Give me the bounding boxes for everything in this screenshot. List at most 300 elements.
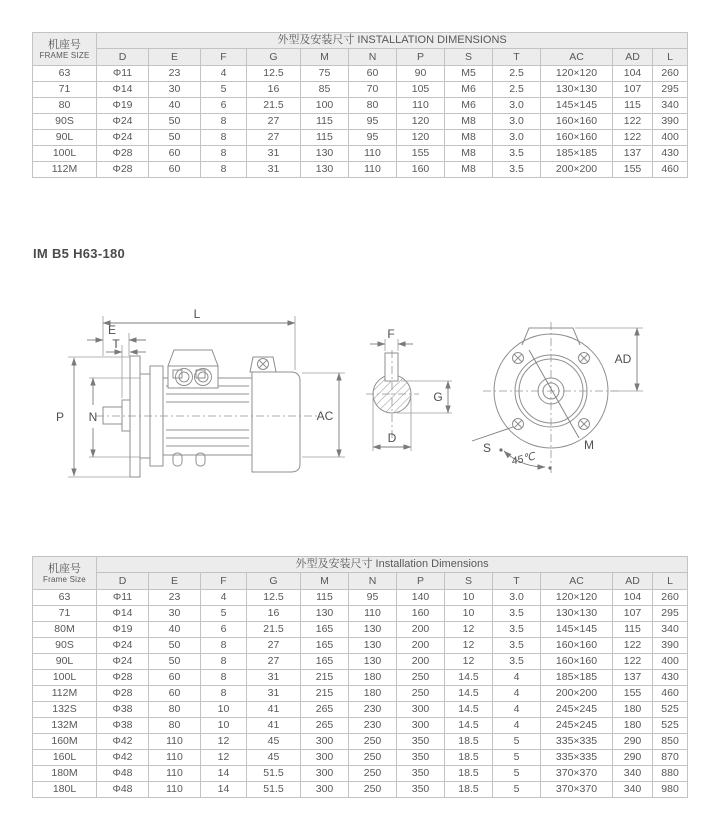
dim-value-cell: 180: [613, 702, 653, 718]
dim-value-cell: Φ38: [97, 718, 149, 734]
dim-label-f: F: [387, 327, 395, 341]
dim-value-cell: 18.5: [445, 750, 493, 766]
dim-value-cell: 120×120: [541, 590, 613, 606]
dim-value-cell: 30: [149, 606, 201, 622]
dim-value-cell: 350: [397, 766, 445, 782]
column-header: S: [445, 49, 493, 66]
dim-value-cell: 130: [301, 146, 349, 162]
dim-value-cell: 70: [349, 82, 397, 98]
cooling-fins: [166, 386, 249, 446]
dim-value-cell: 115: [301, 114, 349, 130]
dim-value-cell: 107: [613, 82, 653, 98]
dim-value-cell: 110: [149, 734, 201, 750]
dim-value-cell: 10: [445, 606, 493, 622]
dim-value-cell: 215: [301, 686, 349, 702]
column-header: L: [653, 49, 688, 66]
dim-value-cell: 3.5: [493, 654, 541, 670]
flange-bolt-holes: [513, 353, 590, 430]
dim-value-cell: M8: [445, 146, 493, 162]
dim-value-cell: Φ11: [97, 590, 149, 606]
dim-value-cell: 80: [149, 702, 201, 718]
dim-value-cell: 50: [149, 638, 201, 654]
dim-value-cell: 5: [493, 734, 541, 750]
dim-value-cell: 41: [247, 702, 301, 718]
dim-value-cell: 10: [201, 702, 247, 718]
dim-value-cell: Φ14: [97, 606, 149, 622]
dim-value-cell: Φ19: [97, 98, 149, 114]
dim-value-cell: 3.0: [493, 130, 541, 146]
dim-value-cell: 21.5: [247, 98, 301, 114]
dim-value-cell: 10: [201, 718, 247, 734]
dim-value-cell: 14.5: [445, 718, 493, 734]
dim-value-cell: 45: [247, 734, 301, 750]
dim-value-cell: 200: [397, 654, 445, 670]
dim-value-cell: 525: [653, 702, 688, 718]
dim-value-cell: 137: [613, 670, 653, 686]
dim-value-cell: 185×185: [541, 146, 613, 162]
dim-value-cell: M6: [445, 98, 493, 114]
dim-value-cell: 430: [653, 670, 688, 686]
dim-value-cell: 95: [349, 114, 397, 130]
dim-value-cell: 100: [301, 98, 349, 114]
table-row: [33, 654, 688, 670]
dim-value-cell: 350: [397, 734, 445, 750]
table-row: [33, 66, 688, 82]
dim-value-cell: 3.5: [493, 162, 541, 178]
column-header: AC: [541, 49, 613, 66]
dim-value-cell: 265: [301, 718, 349, 734]
dim-value-cell: 60: [349, 66, 397, 82]
column-header: M: [301, 49, 349, 66]
frame-size-cell: 80: [33, 98, 97, 114]
dim-value-cell: 245×245: [541, 718, 613, 734]
dim-label-d: D: [387, 431, 397, 445]
column-header: E: [149, 49, 201, 66]
dim-value-cell: 41: [247, 718, 301, 734]
dim-value-cell: 200×200: [541, 162, 613, 178]
frame-size-label-zh: 机座号: [48, 562, 81, 575]
dim-value-cell: 31: [247, 670, 301, 686]
dim-value-cell: 23: [149, 66, 201, 82]
dim-value-cell: 115: [301, 590, 349, 606]
dim-value-cell: 90: [397, 66, 445, 82]
dim-value-cell: 130: [301, 606, 349, 622]
table-row: [33, 146, 688, 162]
dim-value-cell: 6: [201, 622, 247, 638]
dim-value-cell: 200: [397, 622, 445, 638]
table-row: [33, 702, 688, 718]
dim-value-cell: 2.5: [493, 82, 541, 98]
dim-value-cell: 115: [613, 98, 653, 114]
dim-value-cell: 8: [201, 146, 247, 162]
dim-value-cell: 155: [613, 162, 653, 178]
dim-value-cell: 5: [201, 82, 247, 98]
dim-value-cell: 122: [613, 130, 653, 146]
dim-label-p: P: [55, 410, 65, 424]
dim-value-cell: 180: [349, 670, 397, 686]
dim-value-cell: Φ24: [97, 114, 149, 130]
dim-value-cell: 60: [149, 670, 201, 686]
dim-value-cell: 4: [201, 590, 247, 606]
dim-value-cell: 104: [613, 66, 653, 82]
table-row: [33, 782, 688, 798]
dim-value-cell: 215: [301, 670, 349, 686]
dim-value-cell: 3.0: [493, 98, 541, 114]
frame-size-cell: 160L: [33, 750, 97, 766]
dim-value-cell: 95: [349, 130, 397, 146]
dim-value-cell: 180: [349, 686, 397, 702]
dim-value-cell: 3.5: [493, 622, 541, 638]
table-row: [33, 162, 688, 178]
dim-value-cell: 8: [201, 670, 247, 686]
dim-value-cell: 12: [201, 734, 247, 750]
dim-value-cell: 130×130: [541, 82, 613, 98]
dim-value-cell: 85: [301, 82, 349, 98]
dim-value-cell: 5: [493, 750, 541, 766]
column-header: D: [97, 573, 149, 590]
dim-value-cell: 180: [613, 718, 653, 734]
dim-value-cell: 3.0: [493, 590, 541, 606]
dim-value-cell: 290: [613, 734, 653, 750]
dim-value-cell: 160×160: [541, 654, 613, 670]
dim-label-g: G: [433, 390, 443, 404]
dim-value-cell: 95: [349, 590, 397, 606]
dim-value-cell: Φ28: [97, 686, 149, 702]
frame-size-cell: 90S: [33, 638, 97, 654]
dim-value-cell: Φ48: [97, 782, 149, 798]
installation-dimensions-table-top: [32, 32, 688, 178]
dim-value-cell: Φ48: [97, 766, 149, 782]
dim-value-cell: 165: [301, 654, 349, 670]
dim-value-cell: 14: [201, 766, 247, 782]
dim-value-cell: 27: [247, 130, 301, 146]
dim-value-cell: 12: [445, 638, 493, 654]
dim-value-cell: 30: [149, 82, 201, 98]
dim-value-cell: 110: [149, 750, 201, 766]
frame-size-cell: 100L: [33, 670, 97, 686]
dim-value-cell: 120×120: [541, 66, 613, 82]
dim-value-cell: 27: [247, 114, 301, 130]
column-header: G: [247, 573, 301, 590]
dim-value-cell: 5: [493, 766, 541, 782]
column-header: P: [397, 49, 445, 66]
table-row: [33, 686, 688, 702]
dim-value-cell: 850: [653, 734, 688, 750]
table-row: [33, 718, 688, 734]
frame-size-cell: 90L: [33, 654, 97, 670]
dim-value-cell: M8: [445, 130, 493, 146]
dim-value-cell: 155: [397, 146, 445, 162]
dim-value-cell: 120: [397, 130, 445, 146]
dim-value-cell: 8: [201, 686, 247, 702]
dim-label-l: L: [193, 307, 201, 321]
dim-value-cell: 60: [149, 146, 201, 162]
dim-value-cell: 10: [445, 590, 493, 606]
frame-size-cell: 71: [33, 606, 97, 622]
dim-value-cell: 300: [397, 702, 445, 718]
dim-value-cell: 300: [301, 766, 349, 782]
dim-value-cell: 3.5: [493, 146, 541, 162]
dim-value-cell: 12: [201, 750, 247, 766]
frame-size-cell: 80M: [33, 622, 97, 638]
dim-value-cell: 130: [349, 638, 397, 654]
dim-value-cell: 185×185: [541, 670, 613, 686]
dim-value-cell: 880: [653, 766, 688, 782]
dim-value-cell: 31: [247, 162, 301, 178]
table-row: [33, 82, 688, 98]
dim-value-cell: 14.5: [445, 702, 493, 718]
frame-size-cell: 100L: [33, 146, 97, 162]
dim-value-cell: 250: [397, 686, 445, 702]
dim-value-cell: 165: [301, 638, 349, 654]
dim-value-cell: 350: [397, 750, 445, 766]
frame-size-label-en: Frame Size: [43, 574, 86, 584]
dim-label-s: S: [482, 441, 492, 455]
dim-label-e: E: [107, 323, 117, 337]
dim-value-cell: 104: [613, 590, 653, 606]
dim-value-cell: 335×335: [541, 750, 613, 766]
dim-value-cell: M5: [445, 66, 493, 82]
dim-value-cell: 230: [349, 702, 397, 718]
table-row: [33, 622, 688, 638]
dim-value-cell: 122: [613, 114, 653, 130]
dim-value-cell: 400: [653, 130, 688, 146]
dim-value-cell: 265: [301, 702, 349, 718]
dim-value-cell: 18.5: [445, 734, 493, 750]
dim-value-cell: 75: [301, 66, 349, 82]
dim-value-cell: 3.5: [493, 638, 541, 654]
table-row: [33, 98, 688, 114]
eyebolt: [250, 357, 276, 372]
frame-size-cell: 63: [33, 590, 97, 606]
dim-value-cell: 18.5: [445, 766, 493, 782]
dim-label-t: T: [112, 337, 120, 351]
dim-value-cell: 335×335: [541, 734, 613, 750]
dim-value-cell: 110: [349, 146, 397, 162]
dim-value-cell: 250: [349, 782, 397, 798]
dim-value-cell: 12: [445, 622, 493, 638]
dim-value-cell: 260: [653, 590, 688, 606]
dim-value-cell: 110: [349, 162, 397, 178]
column-header: AC: [541, 573, 613, 590]
dim-value-cell: 130: [301, 162, 349, 178]
dim-value-cell: 295: [653, 606, 688, 622]
dim-value-cell: 430: [653, 146, 688, 162]
table-body: [33, 590, 688, 798]
frame-size-cell: 112M: [33, 686, 97, 702]
table-row: [33, 734, 688, 750]
dim-value-cell: 14: [201, 782, 247, 798]
dim-value-cell: 8: [201, 114, 247, 130]
dim-value-cell: 27: [247, 638, 301, 654]
dim-value-cell: 160×160: [541, 638, 613, 654]
dim-value-cell: 115: [613, 622, 653, 638]
frame-size-label-en: FRAME SIZE: [39, 50, 90, 60]
dim-value-cell: 80: [349, 98, 397, 114]
column-header-row: [33, 49, 688, 66]
dim-value-cell: 300: [397, 718, 445, 734]
dim-value-cell: 31: [247, 146, 301, 162]
dim-value-cell: 260: [653, 66, 688, 82]
dim-value-cell: 51.5: [247, 766, 301, 782]
dim-label-m: M: [584, 438, 594, 452]
dim-value-cell: Φ38: [97, 702, 149, 718]
dim-value-cell: 160×160: [541, 130, 613, 146]
dim-value-cell: 6: [201, 98, 247, 114]
installation-dimensions-table-bottom: [32, 556, 688, 798]
dim-value-cell: 140: [397, 590, 445, 606]
dim-value-cell: 295: [653, 82, 688, 98]
dim-value-cell: 250: [397, 670, 445, 686]
frame-size-cell: 90L: [33, 130, 97, 146]
dim-value-cell: 60: [149, 162, 201, 178]
dim-label-ac: AC: [316, 409, 334, 423]
shaft-section-view: [366, 327, 452, 451]
dim-value-cell: 160: [397, 606, 445, 622]
section-heading: IM B5 H63-180: [33, 246, 126, 261]
dim-label-angle: 45℃: [510, 450, 537, 468]
frame-size-cell: 132M: [33, 718, 97, 734]
dim-value-cell: 60: [149, 686, 201, 702]
dim-value-cell: Φ28: [97, 146, 149, 162]
dim-value-cell: Φ19: [97, 622, 149, 638]
frame-size-header: [33, 33, 97, 66]
dim-value-cell: 290: [613, 750, 653, 766]
dim-value-cell: Φ11: [97, 66, 149, 82]
table-row: [33, 606, 688, 622]
dim-value-cell: Φ24: [97, 654, 149, 670]
dim-value-cell: 370×370: [541, 782, 613, 798]
column-header: T: [493, 49, 541, 66]
dim-value-cell: 250: [349, 766, 397, 782]
dim-value-cell: 40: [149, 622, 201, 638]
table-row: [33, 114, 688, 130]
dim-value-cell: 50: [149, 130, 201, 146]
column-header-row: [33, 573, 688, 590]
dim-value-cell: 340: [613, 766, 653, 782]
column-header: N: [349, 573, 397, 590]
dim-value-cell: 110: [149, 782, 201, 798]
column-header: M: [301, 573, 349, 590]
frame-size-cell: 71: [33, 82, 97, 98]
dim-value-cell: 460: [653, 686, 688, 702]
dim-value-cell: 40: [149, 98, 201, 114]
frame-size-cell: 180M: [33, 766, 97, 782]
dim-value-cell: 460: [653, 162, 688, 178]
frame-size-header: [33, 557, 97, 590]
dim-value-cell: Φ28: [97, 670, 149, 686]
dim-value-cell: 12.5: [247, 590, 301, 606]
dim-value-cell: 340: [613, 782, 653, 798]
table-title: 外型及安装尺寸 Installation Dimensions: [97, 557, 688, 573]
dim-value-cell: 155: [613, 686, 653, 702]
column-header: F: [201, 49, 247, 66]
dim-value-cell: 120: [397, 114, 445, 130]
column-header: AD: [613, 49, 653, 66]
motor-side-view: [56, 307, 345, 477]
dim-value-cell: 45: [247, 750, 301, 766]
dim-value-cell: 4: [493, 686, 541, 702]
dim-value-cell: 245×245: [541, 702, 613, 718]
dim-value-cell: 14.5: [445, 670, 493, 686]
dim-value-cell: 115: [301, 130, 349, 146]
dim-value-cell: 122: [613, 638, 653, 654]
dim-value-cell: 110: [397, 98, 445, 114]
dim-value-cell: 80: [149, 718, 201, 734]
dim-value-cell: M8: [445, 162, 493, 178]
dim-value-cell: 18.5: [445, 782, 493, 798]
dim-value-cell: 16: [247, 606, 301, 622]
column-header: F: [201, 573, 247, 590]
table-body: [33, 66, 688, 178]
dim-value-cell: 4: [493, 718, 541, 734]
dim-value-cell: 525: [653, 718, 688, 734]
dim-value-cell: 130: [349, 654, 397, 670]
dim-value-cell: 4: [201, 66, 247, 82]
dim-value-cell: 12.5: [247, 66, 301, 82]
dim-value-cell: Φ42: [97, 734, 149, 750]
dim-value-cell: 200×200: [541, 686, 613, 702]
dim-value-cell: Φ14: [97, 82, 149, 98]
dim-value-cell: 110: [349, 606, 397, 622]
dim-value-cell: 145×145: [541, 98, 613, 114]
dim-value-cell: 51.5: [247, 782, 301, 798]
table-row: [33, 766, 688, 782]
column-header: N: [349, 49, 397, 66]
dim-value-cell: 390: [653, 638, 688, 654]
column-header: P: [397, 573, 445, 590]
dim-value-cell: 5: [493, 782, 541, 798]
table-title-row: [33, 33, 688, 49]
dim-value-cell: Φ42: [97, 750, 149, 766]
dim-value-cell: M6: [445, 82, 493, 98]
dim-value-cell: Φ24: [97, 130, 149, 146]
column-header: T: [493, 573, 541, 590]
dim-value-cell: 230: [349, 718, 397, 734]
dim-value-cell: 370×370: [541, 766, 613, 782]
dim-value-cell: 8: [201, 130, 247, 146]
dim-value-cell: 145×145: [541, 622, 613, 638]
dim-value-cell: 2.5: [493, 66, 541, 82]
dim-value-cell: 105: [397, 82, 445, 98]
dim-value-cell: 4: [493, 702, 541, 718]
dim-value-cell: 31: [247, 686, 301, 702]
dim-value-cell: M8: [445, 114, 493, 130]
table-row: [33, 750, 688, 766]
terminal-box: [168, 350, 218, 388]
dim-value-cell: 300: [301, 782, 349, 798]
dim-value-cell: 870: [653, 750, 688, 766]
dim-value-cell: 122: [613, 654, 653, 670]
column-header: L: [653, 573, 688, 590]
table-row: [33, 590, 688, 606]
dim-value-cell: 300: [301, 734, 349, 750]
dim-value-cell: 4: [493, 670, 541, 686]
dim-value-cell: 27: [247, 654, 301, 670]
dim-value-cell: 137: [613, 146, 653, 162]
frame-size-cell: 90S: [33, 114, 97, 130]
flange-front-view: [472, 322, 643, 473]
dim-value-cell: 130×130: [541, 606, 613, 622]
dim-value-cell: 300: [301, 750, 349, 766]
column-header: D: [97, 49, 149, 66]
dim-value-cell: 340: [653, 98, 688, 114]
frame-size-label-zh: 机座号: [48, 38, 81, 51]
dim-value-cell: Φ28: [97, 162, 149, 178]
frame-size-cell: 180L: [33, 782, 97, 798]
column-header: E: [149, 573, 201, 590]
dim-value-cell: 50: [149, 654, 201, 670]
